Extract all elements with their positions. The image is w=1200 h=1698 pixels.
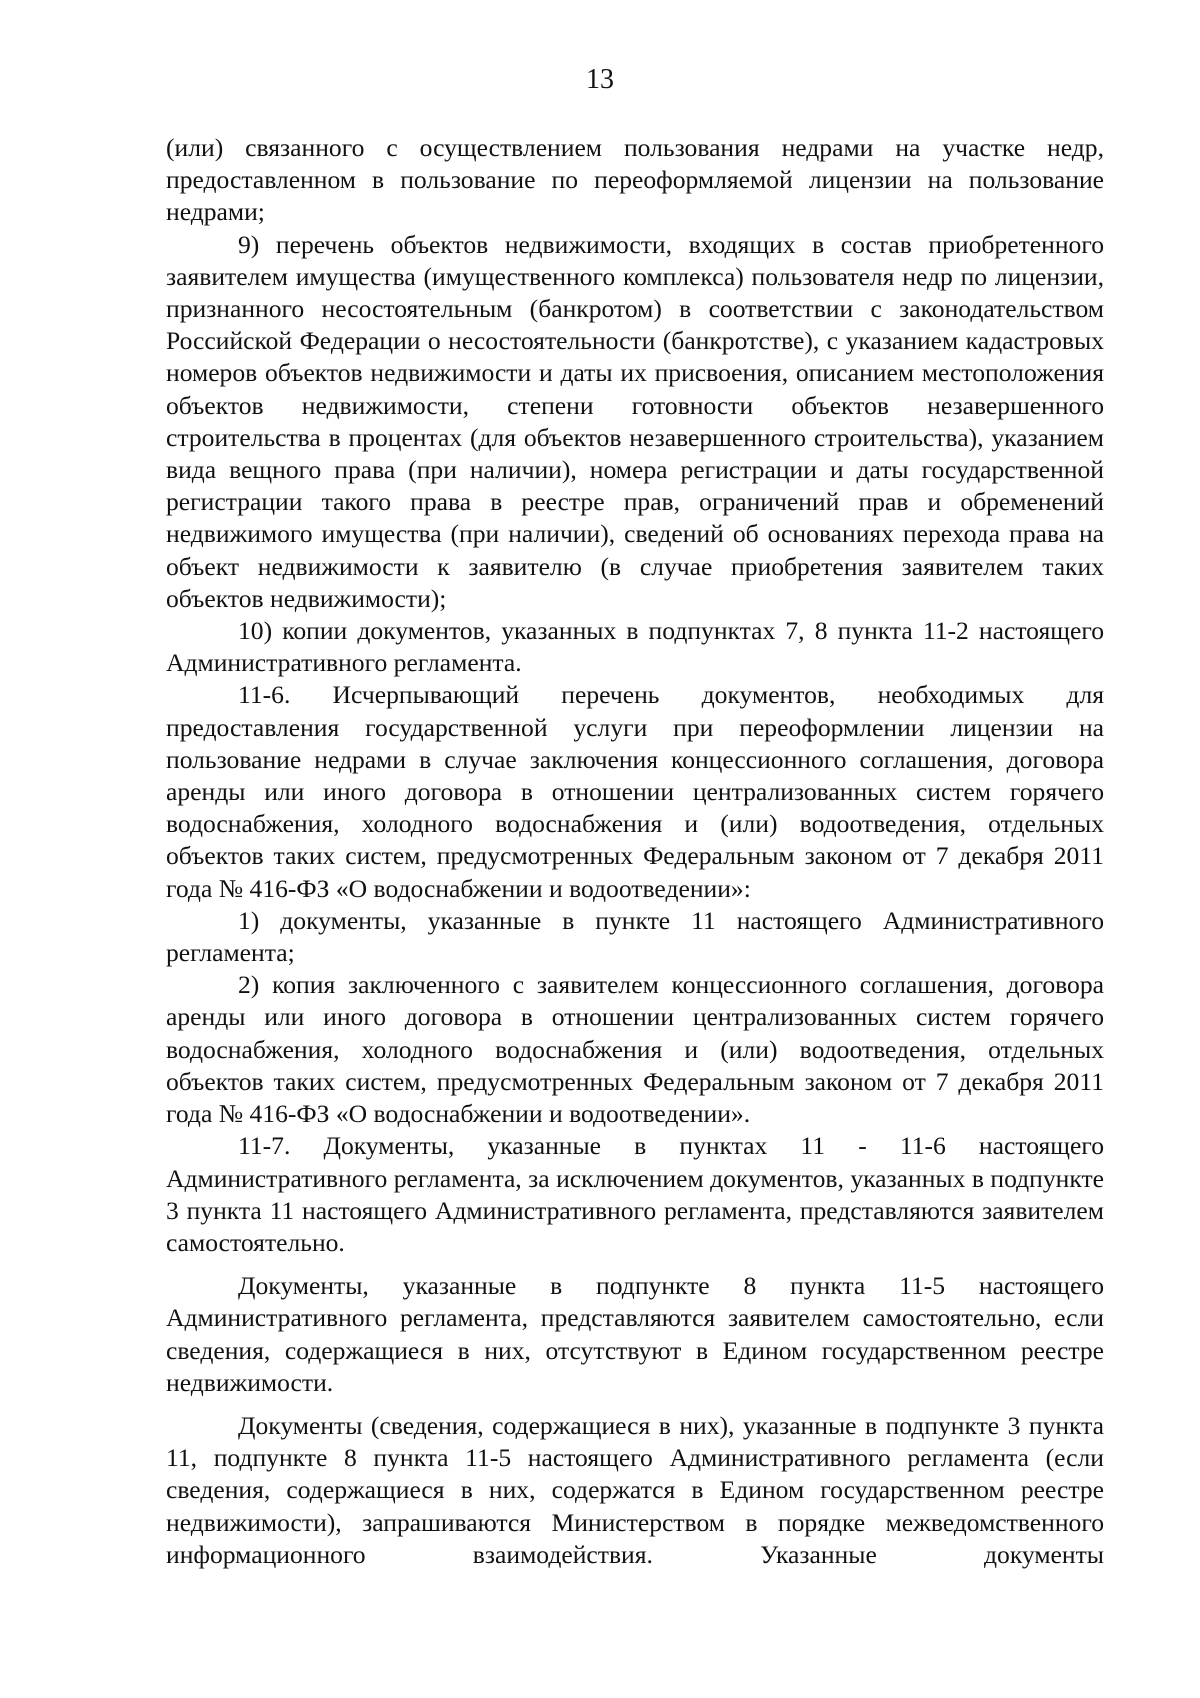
paragraph-11-7: 11-7. Документы, указанные в пунктах 11 - 11-6 настоящего Административного регламента, за исключением документов, указанных в подпункте 3 пункта 11 настоящего Административного регламента, представляются заявителем самостоятельно. [166, 1131, 1104, 1257]
paragraph-item-10: 10) копии документов, указанных в подпунктах 7, 8 пункта 11-2 настоящего Административного регламента. [166, 616, 1104, 678]
paragraph-11-6-item-2: 2) копия заключенного с заявителем концессионного соглашения, договора аренды или иного договора в отношении централизованных систем горячего водоснабжения, холодного водоснабжения и (или) водоотведения, отдельных объектов таких систем, предусмотренных Федеральным законом от 7 декабря 2011 года № 416-ФЗ «О водоснабжении и водоотведении». [166, 970, 1104, 1129]
document-body [166, 132, 1104, 1571]
paragraph-11-6-item-1: 1) документы, указанные в пункте 11 настоящего Административного регламента; [166, 905, 1104, 968]
paragraph-11-6: 11-6. Исчерпывающий перечень документов, необходимых для предоставления государственной услуги при переоформлении лицензии на пользование недрами в случае заключения концессионного соглашения, договора аренды или иного договора в отношении централизованных систем горячего водоснабжения, холодного водоснабжения и (или) водоотведения, отдельных объектов таких систем, предусмотренных Федеральным законом от 7 декабря 2011 года № 416-ФЗ «О водоснабжении и водоотведении»: [166, 680, 1104, 903]
paragraph-documents-item-8: Документы, указанные в подпункте 8 пункта 11-5 настоящего Административного регламента, представляются заявителем самостоятельно, если сведения, содержащиеся в них, отсутствуют в Едином государственном реестре недвижимости. [166, 1271, 1104, 1397]
page-number: 13 [586, 64, 614, 95]
paragraph-continuation: (или) связанного с осуществлением пользования недрами на участке недр, предоставленном в пользование по переоформляемой лицензии на пользование недрами; [166, 133, 1104, 227]
paragraph-documents-interagency: Документы (сведения, содержащиеся в них), указанные в подпункте 3 пункта 11, подпункте 8 пункта 11-5 настоящего Административного регламента (если сведения, содержащиеся в них, содержатся в Едином государственном реестре недвижимости), запрашиваются Министерством в порядке межведомственного информационного взаимодействия. Указанные документы [166, 1410, 1104, 1569]
paragraph-item-9: 9) перечень объектов недвижимости, входящих в состав приобретенного заявителем имущества (имущественного комплекса) пользователя недр по лицензии, признанного несостоятельным (банкротом) в соответствии с законодательством Российской Федерации о несостоятельности (банкротстве), с указанием кадастровых номеров объектов недвижимости и даты их присвоения, описанием местоположения объектов недвижимости, степени готовности объектов незавершенного строительства в процентах (для объектов незавершенного строительства), указанием вида вещного права (при наличии), номера регистрации и даты государственной регистрации такого права в реестре прав, ограничений прав и обременений недвижимого имущества (при наличии), сведений об основаниях перехода права на объект недвижимости к заявителю (в случае приобретения заявителем таких объектов недвижимости); [166, 229, 1104, 613]
